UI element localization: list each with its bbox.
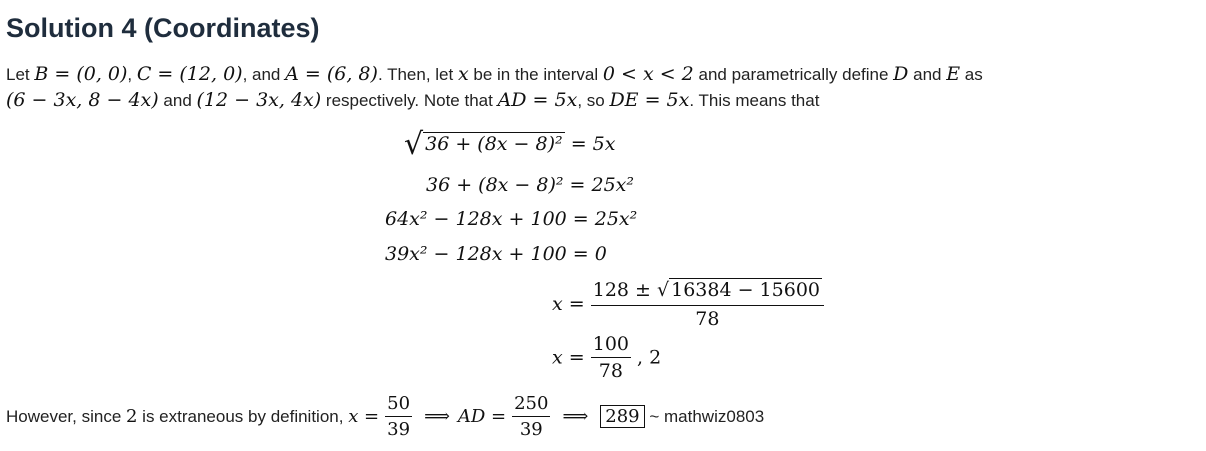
equation-5-lhs: x =	[552, 293, 585, 315]
inline-math: (12 − 3x, 4x)	[196, 89, 322, 111]
equation-4: 39x² − 128x + 100 = 0	[385, 243, 607, 265]
inline-math: C = (12, 0)	[136, 63, 243, 85]
inline-text: Let	[6, 65, 35, 84]
equation-5-fraction	[591, 278, 824, 330]
conclusion-x-equals: x =	[348, 406, 380, 427]
conclusion-fraction-1-denominator: 39	[387, 419, 411, 440]
implies-arrow-icon: ⟹	[562, 406, 589, 427]
equation-5	[552, 278, 824, 330]
inline-math: (6 − 3x, 8 − 4x)	[6, 89, 159, 111]
inline-math: B = (0, 0)	[34, 63, 128, 85]
equation-6	[552, 333, 661, 382]
equation-6-tail: , 2	[637, 346, 662, 369]
inline-text: and	[908, 65, 947, 84]
conclusion-text-before: However, since	[6, 406, 126, 426]
conclusion-fraction-2	[512, 393, 550, 440]
conclusion-two: 2	[126, 406, 138, 427]
inline-text: . This means that	[689, 91, 820, 110]
equation-6-fraction	[591, 333, 631, 382]
inline-math: E	[946, 63, 961, 85]
inline-text: and parametrically define	[693, 65, 894, 84]
inline-math: AD = 5x	[497, 89, 578, 111]
equation-5-numerator-prefix: 128 ±	[592, 279, 657, 301]
inline-math: DE = 5x	[609, 89, 690, 111]
conclusion-fraction-1-numerator: 50	[385, 393, 412, 417]
equation-1-radicand: 36 + (8x − 8)²	[425, 133, 563, 155]
inline-text: and	[158, 91, 197, 110]
conclusion-fraction-2-denominator: 39	[519, 419, 543, 440]
conclusion-line	[6, 393, 764, 440]
inline-math: x	[457, 63, 469, 85]
solution-heading: Solution 4 (Coordinates)	[6, 13, 320, 43]
equation-2: 36 + (8x − 8)² = 25x²	[426, 174, 635, 196]
inline-text: , so	[577, 91, 610, 110]
inline-text: . Then, let	[377, 65, 458, 84]
conclusion-fraction-2-numerator: 250	[512, 393, 550, 417]
sqrt-icon: √	[657, 279, 670, 301]
answer-box: 289	[600, 405, 644, 428]
implies-arrow-icon: ⟹	[424, 406, 450, 427]
intro-line-2	[6, 87, 819, 114]
equation-6-denominator: 78	[598, 360, 623, 382]
inline-math: 0 < x < 2	[602, 63, 694, 85]
equation-5-denominator: 78	[695, 308, 720, 330]
inline-text: ,	[127, 65, 137, 84]
inline-text: respectively. Note that	[321, 91, 498, 110]
conclusion-fraction-1	[385, 393, 412, 440]
intro-line-1	[6, 61, 983, 88]
equation-6-numerator: 100	[591, 333, 631, 358]
conclusion-ad-equals: AD =	[457, 406, 507, 427]
inline-text: as	[960, 65, 983, 84]
inline-text: be in the interval	[468, 65, 603, 84]
equation-1-rhs: = 5x	[570, 133, 616, 155]
conclusion-text-after: is extraneous by definition,	[137, 406, 349, 426]
equation-1	[404, 127, 615, 162]
equation-6-lhs: x =	[552, 346, 585, 369]
inline-math: A = (6, 8)	[285, 63, 378, 85]
sqrt-icon: √	[404, 127, 424, 162]
equation-3: 64x² − 128x + 100 = 25x²	[385, 208, 638, 230]
author-credit: ~ mathwiz0803	[644, 406, 765, 426]
inline-text: , and	[242, 65, 286, 84]
inline-math: D	[893, 63, 909, 85]
equation-5-radicand: 16384 − 15600	[671, 279, 820, 301]
